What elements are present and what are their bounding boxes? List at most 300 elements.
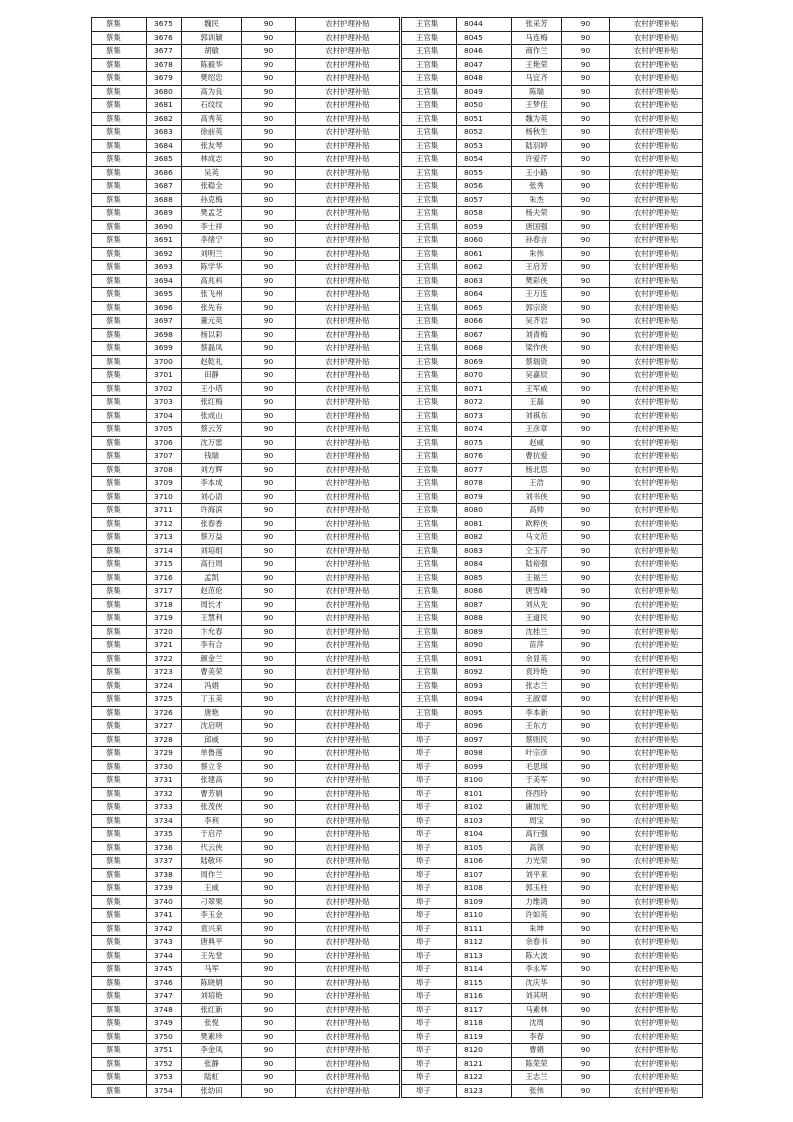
town-cell: 蔡集 [92, 490, 147, 504]
town-cell: 蔡集 [92, 612, 147, 626]
amount-cell: 90 [242, 261, 296, 275]
subsidy-type-cell: 农村护理补贴 [610, 396, 703, 410]
table-row [92, 801, 400, 815]
amount-cell: 90 [242, 301, 296, 315]
table-row [92, 990, 400, 1004]
amount-cell: 90 [242, 747, 296, 761]
town-cell: 王官集 [402, 652, 457, 666]
subsidy-type-cell: 农村护理补贴 [296, 220, 400, 234]
amount-cell: 90 [562, 747, 610, 761]
serial-number-cell: 8087 [457, 598, 512, 612]
town-cell: 王官集 [402, 639, 457, 653]
town-cell: 埠子 [402, 1017, 457, 1031]
amount-cell: 90 [562, 477, 610, 491]
table-row [402, 612, 703, 626]
town-cell: 蔡集 [92, 301, 147, 315]
table-row [402, 544, 703, 558]
table-row [402, 220, 703, 234]
town-cell: 王官集 [402, 612, 457, 626]
serial-number-cell: 3696 [147, 301, 182, 315]
subsidy-type-cell: 农村护理补贴 [610, 841, 703, 855]
subsidy-type-cell: 农村护理补贴 [296, 328, 400, 342]
name-cell: 佟西玲 [512, 787, 562, 801]
amount-cell: 90 [242, 18, 296, 32]
subsidy-type-cell: 农村护理补贴 [610, 153, 703, 167]
table-row [92, 855, 400, 869]
subsidy-type-cell: 农村护理补贴 [296, 166, 400, 180]
serial-number-cell: 8073 [457, 409, 512, 423]
table-row [402, 1017, 703, 1031]
name-cell: 王军威 [512, 382, 562, 396]
serial-number-cell: 8055 [457, 166, 512, 180]
name-cell: 陈荣荣 [512, 1057, 562, 1071]
amount-cell: 90 [242, 828, 296, 842]
serial-number-cell: 8088 [457, 612, 512, 626]
table-row [402, 1084, 703, 1098]
serial-number-cell: 8070 [457, 369, 512, 383]
amount-cell: 90 [242, 787, 296, 801]
amount-cell: 90 [242, 274, 296, 288]
left-table-body [92, 18, 400, 1098]
subsidy-type-cell: 农村护理补贴 [610, 72, 703, 86]
serial-number-cell: 8121 [457, 1057, 512, 1071]
town-cell: 蔡集 [92, 423, 147, 437]
serial-number-cell: 3732 [147, 787, 182, 801]
table-row [92, 301, 400, 315]
subsidy-type-cell: 农村护理补贴 [296, 585, 400, 599]
town-cell: 蔡集 [92, 922, 147, 936]
subsidy-type-cell: 农村护理补贴 [296, 1030, 400, 1044]
serial-number-cell: 3724 [147, 679, 182, 693]
serial-number-cell: 8085 [457, 571, 512, 585]
amount-cell: 90 [562, 666, 610, 680]
serial-number-cell: 3711 [147, 504, 182, 518]
serial-number-cell: 8045 [457, 31, 512, 45]
serial-number-cell: 3749 [147, 1017, 182, 1031]
subsidy-type-cell: 农村护理补贴 [296, 544, 400, 558]
serial-number-cell: 8062 [457, 261, 512, 275]
town-cell: 蔡集 [92, 139, 147, 153]
town-cell: 蔡集 [92, 693, 147, 707]
name-cell: 刘青梅 [512, 328, 562, 342]
subsidy-type-cell: 农村护理补贴 [610, 1003, 703, 1017]
town-cell: 埠子 [402, 882, 457, 896]
serial-number-cell: 8113 [457, 949, 512, 963]
amount-cell: 90 [562, 828, 610, 842]
amount-cell: 90 [242, 949, 296, 963]
name-cell: 刘明兰 [182, 247, 242, 261]
name-cell: 商作兰 [512, 45, 562, 59]
subsidy-type-cell: 农村护理补贴 [296, 868, 400, 882]
amount-cell: 90 [242, 315, 296, 329]
town-cell: 王官集 [402, 220, 457, 234]
subsidy-type-cell: 农村护理补贴 [296, 1017, 400, 1031]
subsidy-type-cell: 农村护理补贴 [610, 180, 703, 194]
table-row [92, 531, 400, 545]
amount-cell: 90 [562, 504, 610, 518]
subsidy-type-cell: 农村护理补贴 [296, 382, 400, 396]
name-cell: 刘培组 [182, 544, 242, 558]
serial-number-cell: 8077 [457, 463, 512, 477]
town-cell: 蔡集 [92, 207, 147, 221]
subsidy-type-cell: 农村护理补贴 [296, 706, 400, 720]
town-cell: 蔡集 [92, 31, 147, 45]
serial-number-cell: 3678 [147, 58, 182, 72]
subsidy-type-cell: 农村护理补贴 [296, 517, 400, 531]
table-row [92, 126, 400, 140]
subsidy-type-cell: 农村护理补贴 [610, 774, 703, 788]
table-row [402, 477, 703, 491]
subsidy-type-cell: 农村护理补贴 [610, 409, 703, 423]
serial-number-cell: 3704 [147, 409, 182, 423]
table-row [402, 814, 703, 828]
subsidy-type-cell: 农村护理补贴 [296, 1044, 400, 1058]
subsidy-type-cell: 农村护理补贴 [610, 112, 703, 126]
serial-number-cell: 8108 [457, 882, 512, 896]
amount-cell: 90 [242, 882, 296, 896]
subsidy-type-cell: 农村护理补贴 [610, 882, 703, 896]
name-cell: 王梦佳 [512, 99, 562, 113]
name-cell: 樊孟芝 [182, 207, 242, 221]
table-row [92, 72, 400, 86]
subsidy-type-cell: 农村护理补贴 [610, 288, 703, 302]
name-cell: 梁作侠 [512, 342, 562, 356]
town-cell: 蔡集 [92, 801, 147, 815]
town-cell: 王官集 [402, 409, 457, 423]
town-cell: 蔡集 [92, 868, 147, 882]
amount-cell: 90 [242, 234, 296, 248]
serial-number-cell: 8094 [457, 693, 512, 707]
town-cell: 王官集 [402, 261, 457, 275]
subsidy-type-cell: 农村护理补贴 [296, 949, 400, 963]
amount-cell: 90 [562, 855, 610, 869]
serial-number-cell: 3709 [147, 477, 182, 491]
subsidy-type-cell: 农村护理补贴 [610, 814, 703, 828]
town-cell: 埠子 [402, 787, 457, 801]
serial-number-cell: 8095 [457, 706, 512, 720]
serial-number-cell: 8091 [457, 652, 512, 666]
table-row [92, 517, 400, 531]
subsidy-type-cell: 农村护理补贴 [610, 490, 703, 504]
serial-number-cell: 8118 [457, 1017, 512, 1031]
name-cell: 李本成 [182, 477, 242, 491]
subsidy-type-cell: 农村护理补贴 [610, 382, 703, 396]
table-row [402, 949, 703, 963]
serial-number-cell: 3705 [147, 423, 182, 437]
subsidy-type-cell: 农村护理补贴 [610, 1044, 703, 1058]
serial-number-cell: 8048 [457, 72, 512, 86]
serial-number-cell: 8065 [457, 301, 512, 315]
town-cell: 蔡集 [92, 963, 147, 977]
name-cell: 毛思琪 [512, 760, 562, 774]
subsidy-type-cell: 农村护理补贴 [296, 193, 400, 207]
serial-number-cell: 8079 [457, 490, 512, 504]
subsidy-type-cell: 农村护理补贴 [610, 504, 703, 518]
name-cell: 杨秋生 [512, 126, 562, 140]
name-cell: 林成志 [182, 153, 242, 167]
table-row [402, 720, 703, 734]
subsidy-type-cell: 农村护理补贴 [610, 990, 703, 1004]
serial-number-cell: 3740 [147, 895, 182, 909]
serial-number-cell: 8066 [457, 315, 512, 329]
subsidy-type-cell: 农村护理补贴 [610, 477, 703, 491]
table-row [92, 99, 400, 113]
subsidy-type-cell: 农村护理补贴 [296, 652, 400, 666]
amount-cell: 90 [242, 207, 296, 221]
table-row [402, 72, 703, 86]
name-cell: 陆敬环 [182, 855, 242, 869]
town-cell: 蔡集 [92, 828, 147, 842]
amount-cell: 90 [242, 396, 296, 410]
name-cell: 王威 [182, 882, 242, 896]
name-cell: 徐前英 [182, 126, 242, 140]
amount-cell: 90 [562, 895, 610, 909]
name-cell: 于启芹 [182, 828, 242, 842]
table-row [402, 639, 703, 653]
table-row [92, 747, 400, 761]
subsidy-type-cell: 农村护理补贴 [610, 868, 703, 882]
amount-cell: 90 [242, 247, 296, 261]
amount-cell: 90 [242, 693, 296, 707]
subsidy-type-cell: 农村护理补贴 [296, 18, 400, 32]
amount-cell: 90 [242, 760, 296, 774]
town-cell: 蔡集 [92, 328, 147, 342]
subsidy-type-cell: 农村护理补贴 [610, 193, 703, 207]
subsidy-type-cell: 农村护理补贴 [610, 463, 703, 477]
table-row [402, 1044, 703, 1058]
name-cell: 仝玉芹 [512, 544, 562, 558]
subsidy-type-cell: 农村护理补贴 [296, 625, 400, 639]
amount-cell: 90 [562, 220, 610, 234]
town-cell: 王官集 [402, 585, 457, 599]
name-cell: 蔡云芳 [182, 423, 242, 437]
serial-number-cell: 3733 [147, 801, 182, 815]
town-cell: 王官集 [402, 531, 457, 545]
table-row [402, 504, 703, 518]
town-cell: 蔡集 [92, 774, 147, 788]
town-cell: 蔡集 [92, 72, 147, 86]
town-cell: 埠子 [402, 922, 457, 936]
name-cell: 钱瑞 [182, 450, 242, 464]
town-cell: 蔡集 [92, 18, 147, 32]
table-row [92, 733, 400, 747]
table-row [402, 666, 703, 680]
subsidy-type-cell: 农村护理补贴 [610, 747, 703, 761]
table-row [402, 652, 703, 666]
name-cell: 刘从先 [512, 598, 562, 612]
subsidy-type-cell: 农村护理补贴 [296, 612, 400, 626]
serial-number-cell: 3741 [147, 909, 182, 923]
subsidy-type-cell: 农村护理补贴 [610, 274, 703, 288]
amount-cell: 90 [562, 193, 610, 207]
subsidy-type-cell: 农村护理补贴 [296, 976, 400, 990]
town-cell: 王官集 [402, 31, 457, 45]
amount-cell: 90 [242, 639, 296, 653]
name-cell: 张静 [182, 1057, 242, 1071]
name-cell: 袁玲艳 [512, 666, 562, 680]
table-row [402, 45, 703, 59]
amount-cell: 90 [562, 139, 610, 153]
serial-number-cell: 8076 [457, 450, 512, 464]
subsidy-type-cell: 农村护理补贴 [296, 355, 400, 369]
amount-cell: 90 [562, 315, 610, 329]
name-cell: 苗萍 [512, 639, 562, 653]
name-cell: 周宝 [512, 814, 562, 828]
subsidy-type-cell: 农村护理补贴 [296, 477, 400, 491]
table-row [402, 423, 703, 437]
table-row [402, 112, 703, 126]
town-cell: 王官集 [402, 193, 457, 207]
town-cell: 王官集 [402, 288, 457, 302]
amount-cell: 90 [562, 625, 610, 639]
name-cell: 唐艳 [182, 706, 242, 720]
name-cell: 曹美荣 [182, 666, 242, 680]
amount-cell: 90 [562, 382, 610, 396]
name-cell: 王福兰 [512, 571, 562, 585]
table-row [92, 288, 400, 302]
name-cell: 赵乾礼 [182, 355, 242, 369]
subsidy-type-cell: 农村护理补贴 [610, 18, 703, 32]
serial-number-cell: 3717 [147, 585, 182, 599]
table-row [402, 180, 703, 194]
table-row [402, 963, 703, 977]
name-cell: 邱威 [182, 733, 242, 747]
subsidy-type-cell: 农村护理补贴 [296, 814, 400, 828]
serial-number-cell: 3734 [147, 814, 182, 828]
table-row [92, 409, 400, 423]
town-cell: 蔡集 [92, 990, 147, 1004]
name-cell: 马军 [182, 963, 242, 977]
town-cell: 埠子 [402, 976, 457, 990]
name-cell: 于美军 [512, 774, 562, 788]
name-cell: 魏民 [182, 18, 242, 32]
serial-number-cell: 3750 [147, 1030, 182, 1044]
subsidy-type-cell: 农村护理补贴 [296, 288, 400, 302]
name-cell: 刁翠果 [182, 895, 242, 909]
town-cell: 蔡集 [92, 517, 147, 531]
name-cell: 唐雪峰 [512, 585, 562, 599]
table-row [92, 882, 400, 896]
serial-number-cell: 3688 [147, 193, 182, 207]
subsidy-type-cell: 农村护理补贴 [296, 504, 400, 518]
serial-number-cell: 3754 [147, 1084, 182, 1098]
name-cell: 卞允春 [182, 625, 242, 639]
serial-number-cell: 3729 [147, 747, 182, 761]
serial-number-cell: 8120 [457, 1044, 512, 1058]
serial-number-cell: 3691 [147, 234, 182, 248]
serial-number-cell: 3698 [147, 328, 182, 342]
table-row [92, 868, 400, 882]
town-cell: 王官集 [402, 666, 457, 680]
table-row [402, 706, 703, 720]
serial-number-cell: 3720 [147, 625, 182, 639]
serial-number-cell: 3723 [147, 666, 182, 680]
amount-cell: 90 [242, 180, 296, 194]
table-row [92, 490, 400, 504]
table-row [92, 652, 400, 666]
name-cell: 袁兴来 [182, 922, 242, 936]
town-cell: 蔡集 [92, 99, 147, 113]
amount-cell: 90 [242, 895, 296, 909]
table-row [92, 31, 400, 45]
serial-number-cell: 8050 [457, 99, 512, 113]
name-cell: 赵威 [512, 436, 562, 450]
name-cell: 郭玉柱 [512, 882, 562, 896]
name-cell: 张红梅 [182, 396, 242, 410]
subsidy-type-cell: 农村护理补贴 [296, 1003, 400, 1017]
table-row [402, 247, 703, 261]
table-row [92, 315, 400, 329]
name-cell: 胡敏 [182, 45, 242, 59]
town-cell: 蔡集 [92, 220, 147, 234]
table-row [92, 828, 400, 842]
name-cell: 王道民 [512, 612, 562, 626]
serial-number-cell: 8123 [457, 1084, 512, 1098]
table-row [92, 342, 400, 356]
amount-cell: 90 [562, 571, 610, 585]
table-row [402, 733, 703, 747]
name-cell: 高兆科 [182, 274, 242, 288]
amount-cell: 90 [242, 936, 296, 950]
table-row [402, 355, 703, 369]
subsidy-type-cell: 农村护理补贴 [296, 882, 400, 896]
table-row [402, 585, 703, 599]
table-row [92, 261, 400, 275]
name-cell: 许爱芹 [512, 153, 562, 167]
serial-number-cell: 8071 [457, 382, 512, 396]
table-row [402, 882, 703, 896]
serial-number-cell: 8105 [457, 841, 512, 855]
town-cell: 蔡集 [92, 882, 147, 896]
amount-cell: 90 [242, 909, 296, 923]
serial-number-cell: 8090 [457, 639, 512, 653]
subsidy-type-cell: 农村护理补贴 [610, 598, 703, 612]
serial-number-cell: 3687 [147, 180, 182, 194]
subsidy-type-cell: 农村护理补贴 [610, 949, 703, 963]
amount-cell: 90 [562, 990, 610, 1004]
table-row [402, 436, 703, 450]
name-cell: 刘方辉 [182, 463, 242, 477]
town-cell: 王官集 [402, 450, 457, 464]
amount-cell: 90 [242, 868, 296, 882]
town-cell: 蔡集 [92, 531, 147, 545]
table-row [92, 207, 400, 221]
amount-cell: 90 [562, 706, 610, 720]
town-cell: 王官集 [402, 18, 457, 32]
amount-cell: 90 [242, 990, 296, 1004]
name-cell: 张红新 [182, 1003, 242, 1017]
subsidy-type-cell: 农村护理补贴 [296, 963, 400, 977]
table-row [92, 1057, 400, 1071]
subsidy-type-cell: 农村护理补贴 [296, 747, 400, 761]
town-cell: 王官集 [402, 558, 457, 572]
subsidy-type-cell: 农村护理补贴 [296, 801, 400, 815]
serial-number-cell: 8092 [457, 666, 512, 680]
town-cell: 蔡集 [92, 1017, 147, 1031]
table-row [402, 990, 703, 1004]
table-row [402, 193, 703, 207]
town-cell: 蔡集 [92, 1057, 147, 1071]
subsidy-type-cell: 农村护理补贴 [610, 909, 703, 923]
subsidy-type-cell: 农村护理补贴 [296, 153, 400, 167]
serial-number-cell: 3692 [147, 247, 182, 261]
town-cell: 王官集 [402, 180, 457, 194]
name-cell: 王志兰 [512, 1071, 562, 1085]
amount-cell: 90 [562, 679, 610, 693]
amount-cell: 90 [562, 288, 610, 302]
subsidy-type-cell: 农村护理补贴 [296, 787, 400, 801]
serial-number-cell: 8059 [457, 220, 512, 234]
